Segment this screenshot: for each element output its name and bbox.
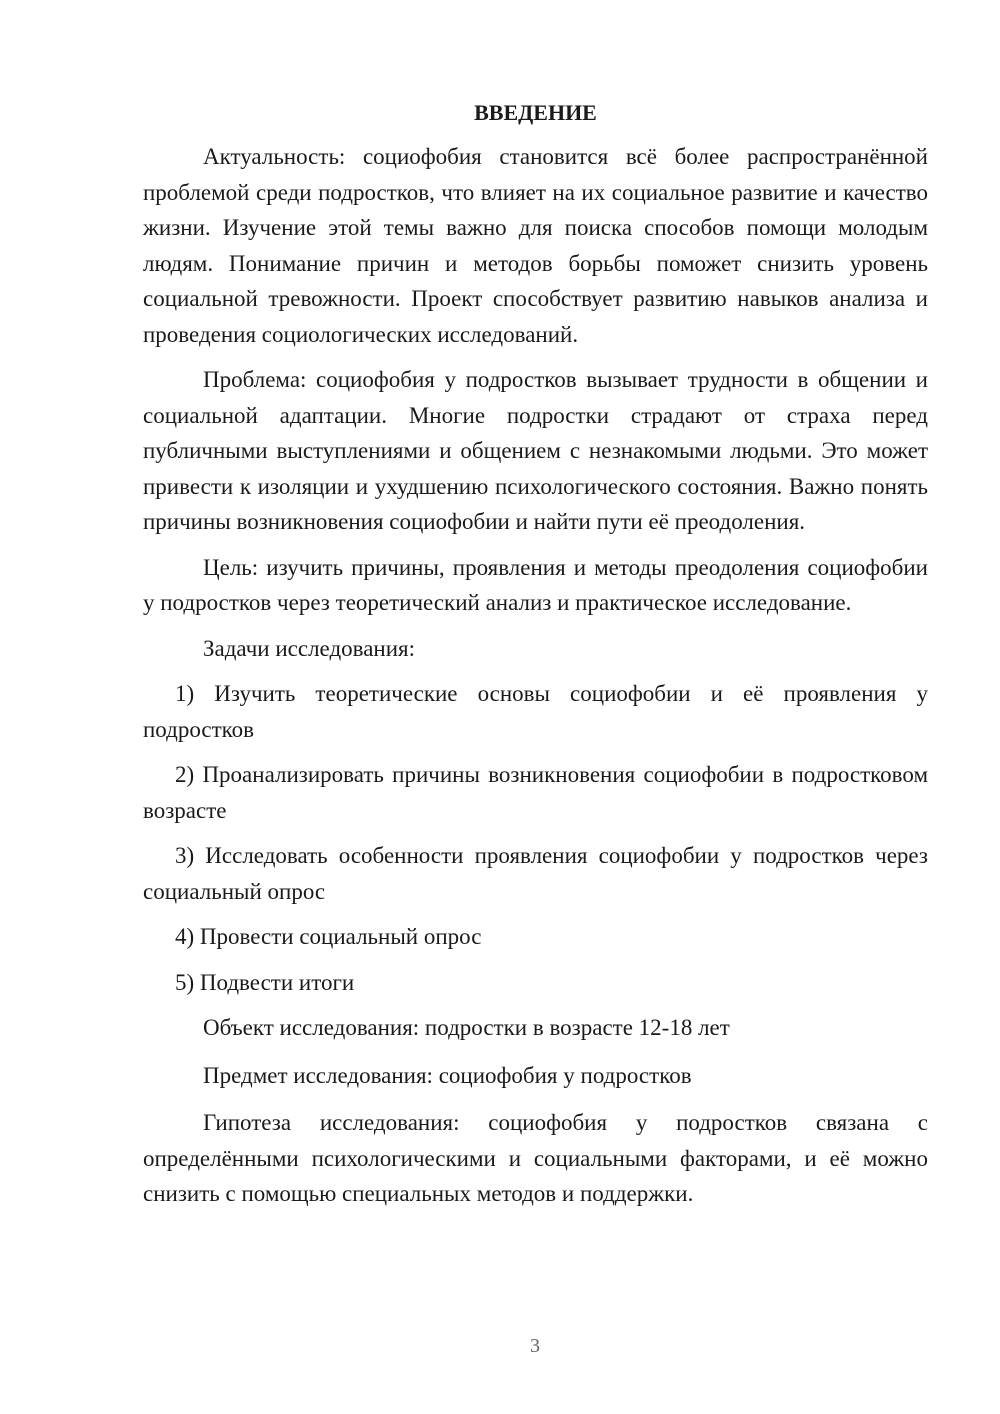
- task-item-2: 2) Проанализировать причины возникновения социофобии в подростковом возрасте: [143, 762, 928, 823]
- task-item-3: 3) Исследовать особенности проявления социофобии у подростков через социальный опрос: [143, 843, 928, 904]
- page-title: ВВЕДЕНИЕ: [474, 100, 597, 125]
- page-number: 3: [530, 1335, 540, 1357]
- relevance-paragraph: Актуальность: социофобия становится всё более распространённой проблемой среди подростков, что влияет на их социальное развитие и качество жизни. Изучение этой темы важно для поиска способов помощи молодым людям. Понимание причин и методов борьбы поможет снизить уровень социальной тревожности. Проект способствует развитию навыков анализа и проведения социологических исследований.: [143, 144, 928, 347]
- task-item-5: 5) Подвести итоги: [175, 969, 355, 995]
- problem-paragraph: Проблема: социофобия у подростков вызывает трудности в общении и социальной адаптации. Многие подростки страдают от страха перед публичными выступлениями и общением с незнакомыми людьми. Это может привести к изоляции и ухудшению психологического состояния. Важно понять причины возникновения социофобии и найти пути её преодоления.: [143, 367, 928, 534]
- task-item-1: 1) Изучить теоретические основы социофобии и её проявления у подростков: [143, 681, 928, 742]
- object-paragraph: Объект исследования: подростки в возрасте 12-18 лет: [203, 1015, 730, 1040]
- task-item-4: 4) Провести социальный опрос: [175, 924, 482, 949]
- subject-paragraph: Предмет исследования: социофобия у подростков: [203, 1062, 692, 1088]
- goal-paragraph: Цель: изучить причины, проявления и методы преодоления социофобии у подростков через теоретический анализ и практическое исследование.: [143, 554, 928, 615]
- hypothesis-paragraph: Гипотеза исследования: социофобия у подростков связана с определёнными психологическими и социальными факторами, и её можно снизить с помощью специальных методов и поддержки.: [143, 1110, 928, 1206]
- tasks-heading: Задачи исследования:: [203, 635, 416, 661]
- page-content: [143, 98, 928, 1222]
